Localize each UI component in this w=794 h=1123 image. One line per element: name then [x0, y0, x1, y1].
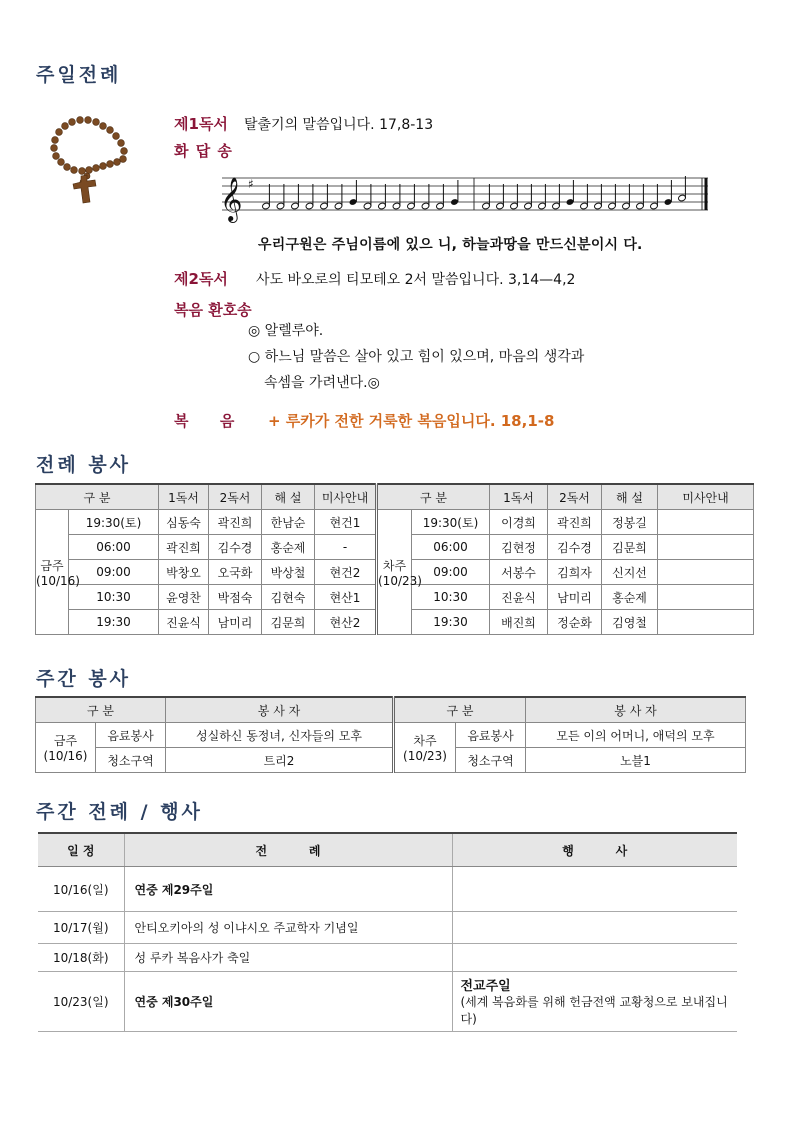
section-title-weekly-service: 주간 봉사 [36, 668, 132, 690]
service-cell: 김문희 [262, 610, 315, 635]
second-reading-text: 사도 바오로의 티모테오 2서 말씀입니다. 3,14—4,2 [256, 272, 576, 288]
events-header-event: 행 사 [452, 833, 737, 867]
service-cell: 진윤식 [159, 610, 209, 635]
acclamation-line-2: ○ 하느님 말씀은 살아 있고 힘이 있으며, 마음의 생각과 [248, 349, 585, 365]
service-cell: 박상철 [262, 560, 315, 585]
service-cell: 곽진희 [209, 510, 262, 535]
acclamation-line-1: ◎ 알렐루야. [248, 323, 324, 339]
first-reading-text: 탈출기의 말씀입니다. 17,8-13 [244, 117, 434, 133]
header-category-next: 구 분 [377, 484, 490, 510]
weekly-service-table [35, 696, 746, 773]
service-cell: 오국화 [209, 560, 262, 585]
ws-header-volunteer-next: 봉 사 자 [526, 697, 746, 723]
events-event [452, 867, 737, 912]
service-cell [658, 585, 754, 610]
next-week-cell [377, 510, 422, 635]
rosary-icon [45, 110, 135, 210]
next-week-label: 차주 [382, 558, 407, 573]
acclamation-line-3: 속셈을 가려낸다.◎ [264, 375, 380, 391]
header-reading-2-next: 2독서 [548, 484, 602, 510]
service-cell: 김영철 [602, 610, 658, 635]
events-date: 10/23(일) [38, 972, 124, 1032]
ws-cell: 모든 이의 어머니, 애덕의 모후 [526, 723, 746, 748]
header-reading-2: 2독서 [209, 484, 262, 510]
ws-row [36, 723, 746, 748]
service-cell: 김수경 [548, 535, 602, 560]
service-cell: 09:00 [412, 560, 490, 585]
service-cell: 한남순 [262, 510, 315, 535]
events-row [38, 912, 737, 944]
ws-cell: 청소구역 [96, 748, 166, 773]
events-liturgy: 성 루카 복음사가 축일 [124, 944, 452, 972]
header-reading-1: 1독서 [159, 484, 209, 510]
this-week-label: 금주 [40, 558, 64, 573]
ws-header-volunteer: 봉 사 자 [166, 697, 394, 723]
events-row [38, 867, 737, 912]
service-table-header [36, 484, 754, 510]
service-cell: 윤영찬 [159, 585, 209, 610]
ws-cell: 청소구역 [456, 748, 526, 773]
events-event-title: 전교주일 [460, 979, 511, 994]
ws-cell: 음료봉사 [96, 723, 166, 748]
gospel-text: + 루카가 전한 거룩한 복음입니다. 18,1-8 [268, 412, 555, 430]
service-table [35, 483, 754, 635]
psalm-label: 화 답 송 [174, 142, 233, 160]
service-cell: 김현숙 [262, 585, 315, 610]
service-cell: 06:00 [69, 535, 159, 560]
ws-this-week-date: (10/16) [43, 749, 88, 763]
service-cell: 김문희 [602, 535, 658, 560]
svg-text:𝄞: 𝄞 [220, 177, 243, 221]
events-table [38, 832, 737, 1032]
events-header-date: 일 정 [38, 833, 124, 867]
events-event [452, 944, 737, 972]
service-cell: 19:30(토) [69, 510, 159, 535]
next-week-date: (10/23) [378, 573, 422, 588]
service-cell: 이경희 [490, 510, 548, 535]
service-cell: - [315, 535, 377, 560]
events-liturgy: 안티오키아의 성 이냐시오 주교학자 기념일 [124, 912, 452, 944]
svg-text:♯: ♯ [248, 177, 254, 191]
service-cell: 박점숙 [209, 585, 262, 610]
section-title-weekly-events: 주간 전례 / 행사 [36, 801, 203, 823]
service-cell [658, 560, 754, 585]
service-cell: 곽진희 [159, 535, 209, 560]
service-cell: 19:30 [69, 610, 159, 635]
events-row [38, 944, 737, 972]
gospel-label: 복 음 [174, 412, 235, 430]
music-staff [218, 170, 713, 230]
header-mass-guide: 미사안내 [315, 484, 377, 510]
events-date: 10/18(화) [38, 944, 124, 972]
service-cell: 배진희 [490, 610, 548, 635]
service-cell: 김희자 [548, 560, 602, 585]
service-cell: 19:30 [412, 610, 490, 635]
events-date: 10/16(일) [38, 867, 124, 912]
header-commentary: 해 설 [262, 484, 315, 510]
second-reading-label: 제2독서 [174, 270, 228, 288]
this-week-date: (10/16) [36, 573, 80, 588]
ws-cell: 트리2 [166, 748, 394, 773]
service-cell [658, 535, 754, 560]
service-cell [658, 510, 754, 535]
ws-header-category: 구 분 [36, 697, 166, 723]
service-cell: 진윤식 [490, 585, 548, 610]
ws-next-week-cell [394, 723, 456, 773]
header-category: 구 분 [36, 484, 159, 510]
ws-next-week-date: (10/23) [403, 749, 447, 763]
events-event [452, 912, 737, 944]
ws-cell: 음료봉사 [456, 723, 526, 748]
ws-this-week-label: 금주 [53, 734, 78, 748]
first-reading-label: 제1독서 [174, 115, 228, 133]
ws-this-week-cell [36, 723, 96, 773]
service-table-body [36, 510, 754, 635]
events-date: 10/17(월) [38, 912, 124, 944]
service-cell: 서봉수 [490, 560, 548, 585]
events-row [38, 972, 737, 1032]
service-cell: 10:30 [412, 585, 490, 610]
service-cell: 현건2 [315, 560, 377, 585]
service-cell: 김수경 [209, 535, 262, 560]
section-title-service: 전례 봉사 [36, 454, 132, 476]
header-mass-guide-next: 미사안내 [658, 484, 754, 510]
service-cell: 김현정 [490, 535, 548, 560]
events-event-note: (세계 복음화를 위해 헌금전액 교황청으로 보내집니다) [460, 995, 728, 1026]
events-liturgy: 연중 제30주일 [124, 972, 452, 1032]
events-header-liturgy: 전 례 [124, 833, 452, 867]
section-title-liturgy: 주일전례 [36, 64, 122, 86]
header-commentary-next: 해 설 [602, 484, 658, 510]
service-cell: 남미리 [548, 585, 602, 610]
service-cell: 10:30 [69, 585, 159, 610]
service-row [36, 510, 754, 535]
ws-cell: 노블1 [526, 748, 746, 773]
service-cell: 심동숙 [159, 510, 209, 535]
service-cell: 정봉길 [602, 510, 658, 535]
service-cell: 06:00 [412, 535, 490, 560]
ws-cell: 성실하신 동정녀, 신자들의 모후 [166, 723, 394, 748]
this-week-cell [36, 510, 80, 635]
psalm-lyric: 우리구원은 주님이름에 있으 니, 하늘과땅을 만드신분이시 다. [258, 237, 643, 253]
service-cell: 남미리 [209, 610, 262, 635]
service-cell: 박창오 [159, 560, 209, 585]
service-cell: 현건1 [315, 510, 377, 535]
service-cell: 현산2 [315, 610, 377, 635]
service-cell: 홍순제 [602, 585, 658, 610]
events-event [452, 972, 737, 1032]
events-liturgy: 연중 제29주일 [124, 867, 452, 912]
service-cell: 곽진희 [548, 510, 602, 535]
service-cell: 09:00 [69, 560, 159, 585]
service-cell [658, 610, 754, 635]
ws-header-category-next: 구 분 [394, 697, 526, 723]
service-cell: 현산1 [315, 585, 377, 610]
service-cell: 정순화 [548, 610, 602, 635]
service-cell: 홍순제 [262, 535, 315, 560]
service-cell: 19:30(토) [412, 510, 490, 535]
ws-next-week-label: 차주 [413, 734, 437, 748]
ws-row [36, 748, 746, 773]
header-reading-1-next: 1독서 [490, 484, 548, 510]
service-cell: 신지선 [602, 560, 658, 585]
acclamation-label: 복음 환호송 [174, 301, 252, 319]
